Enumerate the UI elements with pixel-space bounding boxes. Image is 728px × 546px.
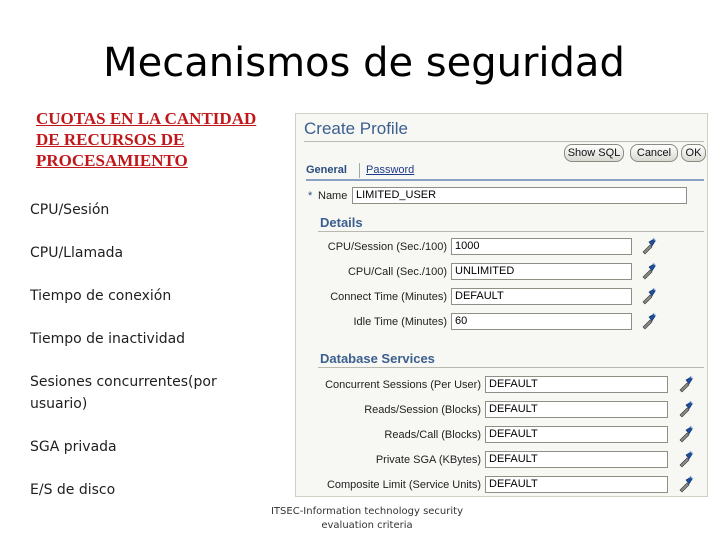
subtitle-line: DE RECURSOS DE: [36, 130, 185, 149]
flashlight-icon[interactable]: [639, 237, 657, 255]
name-input[interactable]: LIMITED_USER: [352, 187, 687, 204]
bullet-item: Tiempo de conexión: [30, 288, 172, 304]
flashlight-icon[interactable]: [639, 262, 657, 280]
database-services-heading: Database Services: [320, 351, 435, 366]
footer: [262, 505, 472, 533]
concurrent-sessions-label: Concurrent Sessions (Per User): [325, 379, 481, 391]
show-sql-button[interactable]: Show SQL: [564, 144, 624, 162]
tab-general[interactable]: General: [306, 164, 347, 176]
ok-button[interactable]: OK: [681, 144, 706, 162]
tab-password[interactable]: Password: [366, 164, 415, 176]
bullet-item: CPU/Sesión: [30, 202, 110, 218]
name-label: Name: [318, 190, 348, 202]
reads-call-label: Reads/Call (Blocks): [384, 429, 481, 441]
reads-call-input[interactable]: DEFAULT: [485, 426, 668, 443]
subtitle: [36, 108, 276, 171]
slide-title: Mecanismos de seguridad: [103, 40, 625, 86]
cpu-call-input[interactable]: UNLIMITED: [451, 263, 632, 280]
bullet-item: E/S de disco: [30, 482, 116, 498]
bullet-item: SGA privada: [30, 439, 117, 455]
concurrent-sessions-input[interactable]: DEFAULT: [485, 376, 668, 393]
private-sga-input[interactable]: DEFAULT: [485, 451, 668, 468]
idle-time-label: Idle Time (Minutes): [353, 316, 447, 328]
details-heading: Details: [320, 215, 363, 230]
create-profile-panel: [295, 113, 708, 497]
tab-separator: [359, 163, 360, 178]
cancel-button[interactable]: Cancel: [630, 144, 678, 162]
flashlight-icon[interactable]: [676, 475, 694, 493]
panel-title: Create Profile: [304, 119, 408, 138]
connect-time-label: Connect Time (Minutes): [330, 291, 447, 303]
tab-bar: [306, 162, 704, 180]
flashlight-icon[interactable]: [676, 450, 694, 468]
tab-underline: [306, 179, 704, 181]
bullet-item: Tiempo de inactividad: [30, 331, 186, 347]
subtitle-line: CUOTAS EN LA CANTIDAD: [36, 109, 257, 128]
flashlight-icon[interactable]: [676, 425, 694, 443]
footer-line: ITSEC-Information technology security: [270, 506, 463, 517]
cpu-call-label: CPU/Call (Sec./100): [347, 266, 447, 278]
bullet-item: CPU/Llamada: [30, 245, 124, 261]
private-sga-label: Private SGA (KBytes): [375, 454, 481, 466]
composite-limit-label: Composite Limit (Service Units): [326, 479, 481, 491]
cpu-session-input[interactable]: 1000: [451, 238, 632, 255]
footer-line: evaluation criteria: [321, 520, 413, 531]
cpu-session-label: CPU/Session (Sec./100): [327, 241, 447, 253]
idle-time-input[interactable]: 60: [451, 313, 632, 330]
flashlight-icon[interactable]: [639, 312, 657, 330]
database-services-divider: [318, 367, 704, 368]
required-mark: *: [308, 190, 313, 202]
connect-time-input[interactable]: DEFAULT: [451, 288, 632, 305]
title-divider: [304, 141, 704, 142]
reads-session-label: Reads/Session (Blocks): [364, 404, 481, 416]
reads-session-input[interactable]: DEFAULT: [485, 401, 668, 418]
bullet-item: Sesiones concurrentes(por: [30, 374, 217, 390]
composite-limit-input[interactable]: DEFAULT: [485, 476, 668, 493]
flashlight-icon[interactable]: [676, 400, 694, 418]
details-divider: [318, 231, 704, 232]
flashlight-icon[interactable]: [639, 287, 657, 305]
subtitle-line: PROCESAMIENTO: [36, 151, 188, 170]
flashlight-icon[interactable]: [676, 375, 694, 393]
bullet-item: usuario): [30, 396, 88, 412]
